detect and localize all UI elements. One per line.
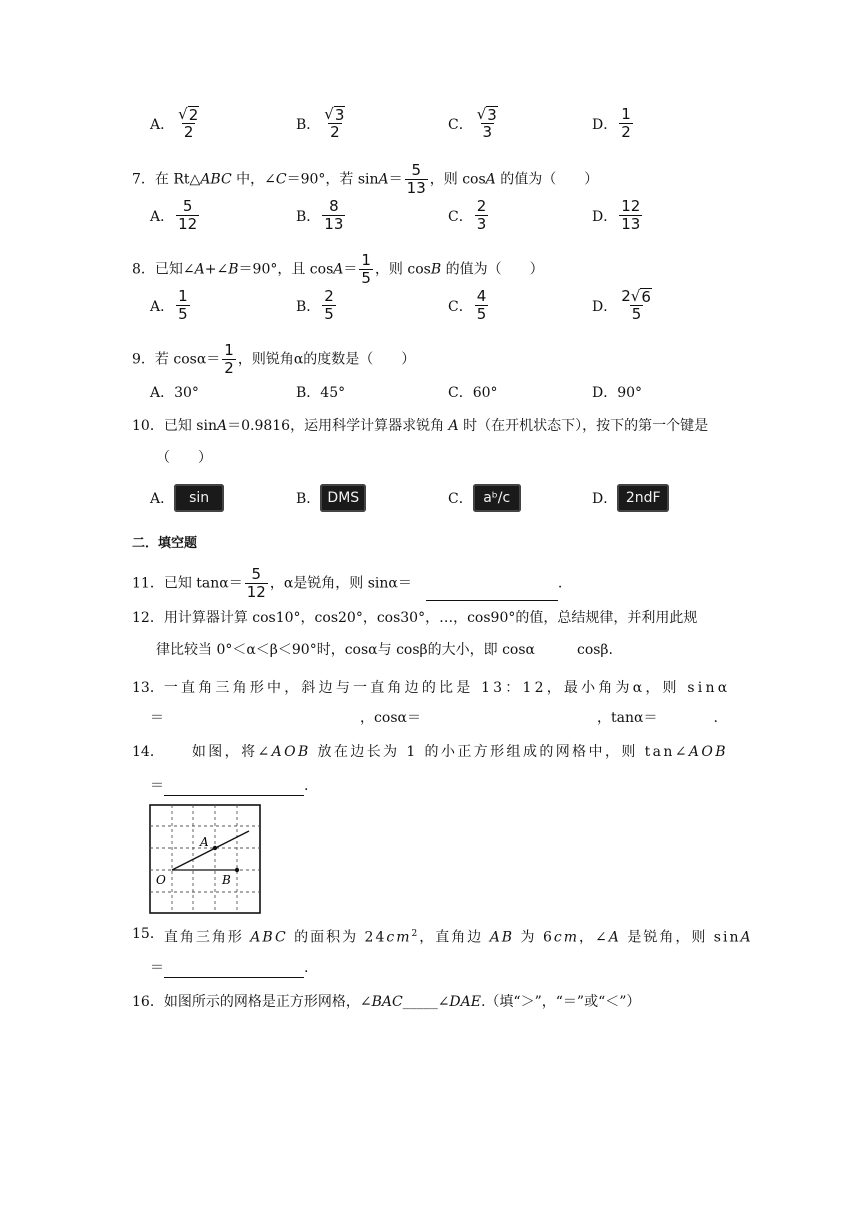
question-number: 12．: [132, 610, 164, 626]
q7-option-c[interactable]: [448, 198, 490, 233]
text: ＝90°，且 cos: [238, 261, 334, 278]
question-15-cont: [150, 958, 308, 978]
numerator: 5: [251, 565, 262, 583]
question-number: 15．: [132, 926, 164, 942]
text: 如图所示的网格是正方形网格，∠: [163, 994, 372, 1010]
fraction: [245, 566, 268, 601]
option-label: A．: [150, 116, 175, 133]
text: 的值为（ ）: [441, 261, 544, 278]
var: ABC: [250, 929, 288, 946]
numerator: 5: [411, 161, 421, 179]
text: 已知∠: [154, 261, 195, 278]
question-10: [132, 416, 708, 436]
fraction: [359, 252, 373, 287]
var: C: [275, 171, 287, 188]
option-label: C．: [448, 298, 473, 315]
option-label: D．: [592, 491, 618, 507]
fraction: [222, 342, 236, 377]
var: B: [228, 261, 239, 278]
unit: cm: [386, 929, 412, 946]
text: 的值为（ ）: [495, 171, 599, 188]
text: ，则 cos: [374, 261, 431, 278]
text: .（填“＞”，“＝”或“＜”）: [480, 994, 641, 1010]
denominator: 13: [406, 179, 426, 197]
angle-grid-figure: [149, 804, 261, 914]
text: ＝: [150, 960, 164, 976]
fraction: [322, 288, 336, 323]
denominator: 5: [361, 269, 371, 287]
text: ，直角边: [419, 929, 490, 946]
figure-label-o: O: [156, 873, 166, 887]
denominator: 3: [482, 123, 493, 141]
var: A: [333, 261, 344, 278]
var: AOB: [271, 744, 311, 760]
radicand: 6: [641, 288, 651, 306]
text: 时（在开机状态下），按下的第一个键是: [458, 418, 709, 434]
text: ，∠: [579, 929, 609, 946]
text: ＝: [150, 710, 164, 726]
option-label: A．: [150, 298, 175, 315]
question-number: 13．: [132, 680, 164, 696]
question-number: 11．: [132, 575, 164, 592]
numerator: 2: [324, 287, 334, 305]
option-label: C．: [448, 491, 473, 507]
fraction: 2√ 6 5: [621, 287, 651, 323]
option-label: C．: [448, 116, 473, 133]
text: +∠: [204, 261, 229, 278]
coefficient: 2: [621, 287, 631, 305]
denominator: 5: [324, 305, 334, 323]
text: ，则 cos: [429, 171, 486, 188]
text: 的面积为 24: [287, 929, 387, 946]
question-number: 16．: [132, 994, 164, 1010]
text: .: [557, 575, 563, 592]
fraction: [619, 198, 642, 233]
q8-option-d[interactable]: [592, 288, 656, 323]
answer-blank[interactable]: [426, 584, 558, 601]
question-13: [132, 678, 731, 698]
denominator: 2: [330, 123, 340, 141]
fraction: √ 3 2: [324, 105, 345, 141]
question-15: [132, 924, 753, 948]
text: 中，∠: [231, 171, 276, 188]
question-7: [132, 162, 598, 197]
figure-label-a: A: [200, 835, 209, 849]
numerator: 1: [224, 341, 234, 359]
text: 为 6: [514, 929, 554, 946]
var: A: [485, 171, 496, 188]
denominator: 5: [631, 305, 642, 323]
answer-blank[interactable]: [164, 961, 304, 978]
option-label: D．: [592, 208, 618, 225]
denominator: 2: [224, 359, 234, 377]
question-14: [132, 742, 728, 762]
var: BAC: [371, 994, 403, 1010]
text: 若 cosα＝: [154, 351, 221, 368]
question-16: [132, 992, 640, 1012]
dms-key-icon: DMS: [320, 484, 366, 512]
question-number: 10．: [132, 418, 164, 434]
var: A: [378, 171, 389, 188]
fraction: [176, 288, 190, 323]
var: ABC: [200, 171, 232, 188]
var: A: [194, 261, 205, 278]
text: 已知 sin: [163, 418, 217, 434]
q7-option-a[interactable]: [150, 198, 201, 233]
question-13-cont: [150, 708, 718, 728]
fraction: [475, 288, 489, 323]
radicand: 2: [188, 106, 199, 124]
text: 用计算器计算 cos10°，cos20°，cos30°，…，cos90°的值，总结规律，并利用此规: [163, 610, 698, 626]
q6-option-b[interactable]: [296, 106, 349, 141]
q8-option-c[interactable]: [448, 288, 490, 323]
text: 直角三角形: [163, 929, 251, 946]
option-label: B．: [296, 491, 321, 507]
question-12-cont: 律比较当 0°＜α＜β＜90°时，cosα与 cosβ的大小，即 cosα cosβ.: [156, 642, 613, 658]
answer-blank[interactable]: _____: [402, 994, 438, 1010]
text: ＝: [150, 778, 164, 794]
option-label: B．: [296, 298, 321, 315]
figure-label-b: B: [222, 873, 231, 887]
text: .: [304, 960, 309, 976]
q6-option-a[interactable]: [150, 106, 203, 141]
fraction: [405, 162, 428, 197]
numerator: 1: [178, 287, 188, 305]
q9-option-c[interactable]: C．60°: [448, 385, 498, 401]
unit: cm: [553, 929, 580, 946]
numerator: 5: [182, 197, 193, 215]
question-9: [132, 342, 415, 377]
q8-option-a[interactable]: [150, 288, 192, 323]
fraction: [322, 198, 345, 233]
q9-option-d[interactable]: D．90°: [592, 385, 643, 401]
option-label: B．: [296, 116, 321, 133]
text: ∠: [437, 994, 450, 1010]
fraction: [176, 198, 199, 233]
text: 如图，将∠: [191, 744, 272, 760]
denominator: 13: [621, 215, 641, 233]
q10-option-d[interactable]: [592, 484, 669, 512]
fraction: [619, 106, 633, 141]
denominator: 12: [178, 215, 198, 233]
question-11: [132, 566, 562, 601]
text: ＝90°，若 sin: [286, 171, 379, 188]
var: A: [216, 418, 228, 434]
fraction: √ 3 3: [476, 105, 497, 141]
denominator: 5: [178, 305, 188, 323]
radicand: 3: [334, 106, 345, 124]
text: 是锐角，则 sin: [620, 929, 741, 946]
sin-key-icon: sin: [174, 484, 224, 512]
text: .: [304, 778, 309, 794]
var: A: [448, 418, 459, 434]
denominator: 13: [324, 215, 344, 233]
var: B: [430, 261, 442, 278]
text: ＝: [388, 171, 403, 188]
q8-option-b[interactable]: [296, 288, 338, 323]
text: 已知 tanα＝: [163, 575, 243, 592]
numerator: 12: [621, 197, 641, 215]
option-label: C．: [448, 208, 473, 225]
q9-option-a[interactable]: A．30°: [150, 385, 199, 401]
option-label: A．: [150, 491, 175, 507]
text: 放在边长为 1 的小正方形组成的网格中，则 tan∠: [310, 744, 689, 760]
q7-option-d[interactable]: [592, 198, 644, 233]
numerator: 1: [621, 105, 631, 123]
denominator: 5: [476, 305, 487, 323]
question-8: [132, 252, 544, 287]
fraction-key-icon: aᵇ/c: [473, 484, 521, 512]
option-label: A．: [150, 208, 175, 225]
option-label: D．: [592, 298, 618, 315]
radicand: 3: [487, 106, 497, 124]
var: AOB: [688, 744, 728, 760]
var: A: [740, 929, 753, 946]
answer-blank[interactable]: [164, 779, 304, 796]
text: 一直角三角形中，斜边与一直角边的比是 13：12，最小角为α，则 sinα: [163, 680, 731, 696]
numerator: 2: [476, 197, 487, 215]
denominator: 2: [183, 123, 194, 141]
q6-option-d[interactable]: [592, 106, 635, 141]
text: ＝0.9816，运用科学计算器求锐角: [227, 418, 449, 434]
denominator: 2: [621, 123, 631, 141]
var: DAE: [449, 994, 481, 1010]
q10-option-a[interactable]: [150, 484, 224, 512]
q7-option-b[interactable]: [296, 198, 347, 233]
option-label: D．: [592, 116, 618, 133]
text: 在 Rt△: [154, 171, 201, 188]
text: .: [713, 710, 718, 726]
2ndf-key-icon: 2ndF: [617, 484, 669, 512]
text: ，则锐角α的度数是（ ）: [237, 351, 416, 368]
text: ，cosα＝: [360, 710, 421, 726]
numerator: 8: [329, 197, 339, 215]
q10-option-b[interactable]: [296, 484, 366, 512]
question-14-cont: [150, 776, 308, 796]
question-number: 7．: [132, 171, 155, 188]
question-12: [132, 608, 697, 628]
question-number: 8．: [132, 261, 155, 278]
fraction: [475, 198, 489, 233]
numerator: 4: [476, 287, 487, 305]
text: ，tanα＝: [597, 710, 658, 726]
q6-option-c[interactable]: [448, 106, 502, 141]
text: ，α是锐角，则 sinα＝: [269, 575, 412, 592]
question-number: 9．: [132, 351, 155, 368]
option-label: B．: [296, 208, 321, 225]
section-heading: 二．填空题: [132, 536, 198, 551]
superscript: 2: [411, 929, 420, 939]
text: ＝: [343, 261, 358, 278]
var: A: [608, 929, 621, 946]
question-number: 14．: [132, 744, 164, 760]
fraction: √ 2 2: [178, 105, 199, 141]
question-10-cont: （ ）: [156, 450, 212, 466]
denominator: 12: [246, 583, 266, 601]
numerator: 1: [361, 251, 371, 269]
q10-option-c[interactable]: [448, 484, 521, 512]
denominator: 3: [476, 215, 487, 233]
var: AB: [489, 929, 515, 946]
q9-option-b[interactable]: B．45°: [296, 385, 346, 401]
